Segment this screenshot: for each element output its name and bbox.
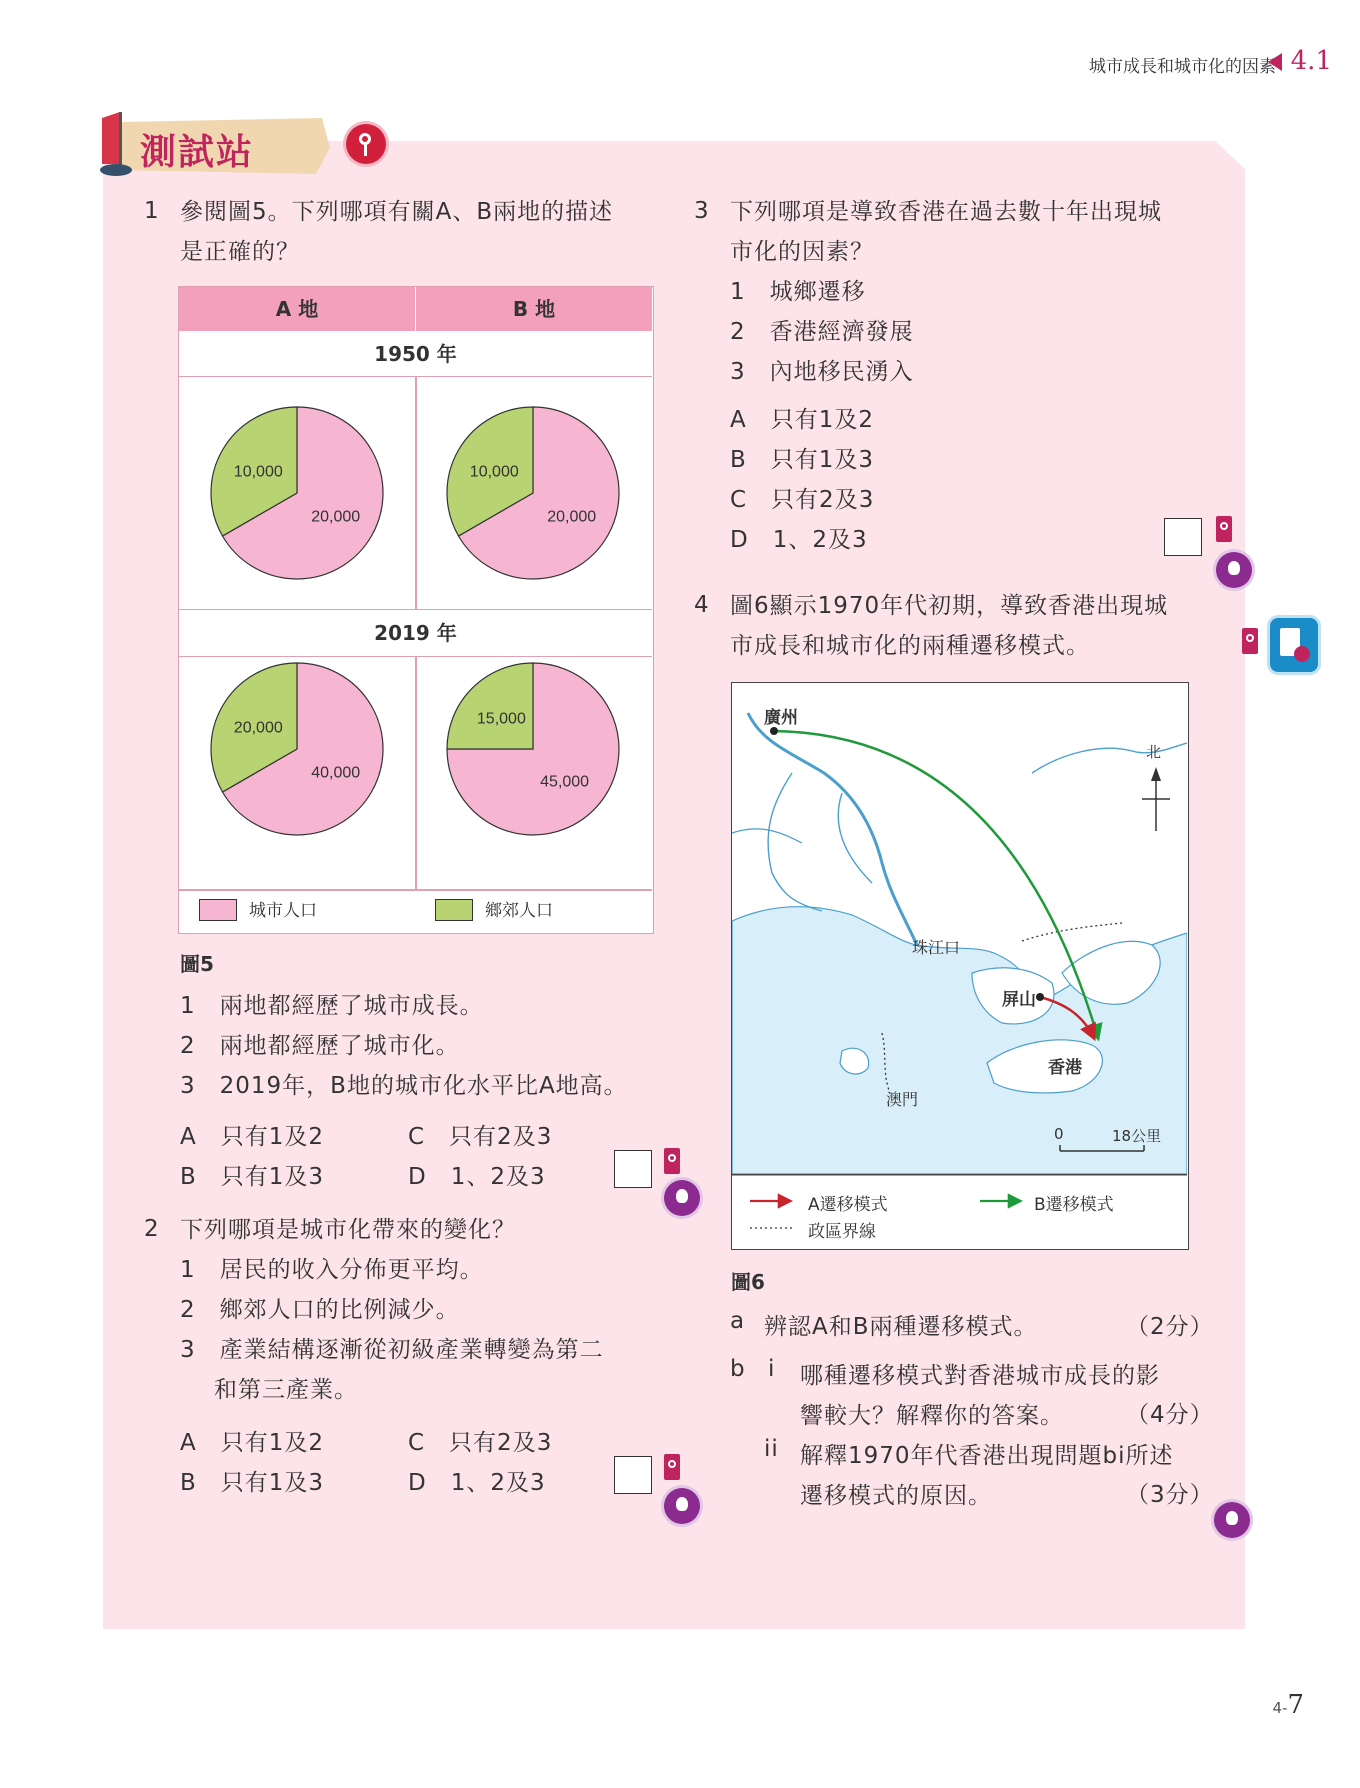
legend-urban-label: 城市人口 (249, 901, 317, 921)
q4-part-a-label: a (730, 1308, 746, 1334)
q3-statement-2: 2 香港經濟發展 (730, 319, 914, 345)
year-row-2019: 2019 年 (179, 609, 652, 657)
lightbulb-icon[interactable] (664, 1488, 700, 1524)
q2-statement-3-cont: 和第三產業。 (214, 1377, 358, 1403)
q4-part-bi-marks: （4分） (1126, 1402, 1214, 1428)
page-prefix: 4- (1272, 1699, 1288, 1717)
figure-5-label: 圖5 (180, 952, 214, 976)
q4-part-bii-marks: （3分） (1126, 1482, 1214, 1508)
question-1-line2: 是正確的？ (180, 239, 300, 265)
scale-18km: 18公里 (1112, 1127, 1162, 1145)
question-3-line2: 市化的因素？ (730, 239, 874, 265)
question-1-statements (180, 986, 628, 1106)
q1-option-b[interactable]: B 只有1及3 (180, 1164, 325, 1190)
q4-bii-line2: 遷移模式的原因。 (800, 1483, 992, 1509)
pie-label-rural: 10,000 (233, 463, 283, 481)
q1-answer-box[interactable] (614, 1150, 652, 1188)
pie-label-urban: 20,000 (311, 508, 361, 526)
question-4-text (730, 586, 1168, 666)
section-number: 4.1 (1290, 46, 1332, 76)
q4-part-a-marks: （2分） (1126, 1314, 1214, 1340)
q3-option-a[interactable]: A 只有1及2 (730, 407, 875, 433)
key-icon[interactable] (664, 1148, 680, 1174)
column-header-b: B 地 (416, 287, 652, 331)
q3-option-c[interactable]: C 只有2及3 (730, 487, 875, 513)
legend-pattern-b: B遷移模式 (1034, 1195, 1114, 1215)
q3-option-b[interactable]: B 只有1及3 (730, 447, 875, 473)
q2-option-d[interactable]: D 1、2及3 (408, 1470, 546, 1496)
label-macau: 澳門 (886, 1090, 919, 1109)
chapter-title: 城市成長和城市化的因素 (1089, 57, 1276, 77)
pie-charts (179, 377, 652, 889)
legend-border: 政區界線 (808, 1222, 876, 1242)
q1-option-d[interactable]: D 1、2及3 (408, 1164, 546, 1190)
map-drawing (732, 683, 1187, 1248)
question-1-number: 1 (144, 198, 159, 224)
figure-6-label: 圖6 (731, 1270, 765, 1294)
q2-option-b[interactable]: B 只有1及3 (180, 1470, 325, 1496)
q4-bii-line1: 解釋1970年代香港出現問題bi所述 (800, 1443, 1174, 1469)
label-hong-kong: 香港 (1048, 1058, 1082, 1078)
pie-label-urban: 20,000 (547, 508, 597, 526)
question-2-text: 下列哪項是城市化帶來的變化？ (180, 1217, 516, 1243)
pie-label-rural: 10,000 (469, 463, 519, 481)
question-3-options (730, 400, 874, 560)
document-key-icon[interactable] (1270, 618, 1318, 672)
q3-option-d[interactable]: D 1、2及3 (730, 527, 868, 553)
legend-rural-label: 鄉郊人口 (485, 901, 553, 921)
pie-slice-rural (447, 663, 533, 749)
label-guangzhou: 廣州 (764, 708, 798, 728)
q2-statement-1: 1 居民的收入分佈更平均。 (180, 1257, 484, 1283)
q1-statement-2: 2 兩地都經歷了城市化。 (180, 1033, 460, 1059)
q4-part-a-text: 辨認A和B兩種遷移模式。 (764, 1314, 1038, 1340)
key-icon[interactable] (1216, 516, 1232, 542)
key-badge-icon[interactable] (346, 124, 386, 164)
q2-answer-box[interactable] (614, 1456, 652, 1494)
column-header-a: A 地 (179, 287, 416, 331)
q4-bi-line1: 哪種遷移模式對香港城市成長的影 (800, 1363, 1160, 1389)
question-1-line1: 參閱圖5。下列哪項有關A、B兩地的描述 (180, 199, 614, 225)
question-3-text (730, 192, 1162, 272)
lightbulb-icon[interactable] (664, 1180, 700, 1216)
q2-statement-2: 2 鄉郊人口的比例減少。 (180, 1297, 460, 1323)
pie-label-urban: 40,000 (311, 764, 361, 782)
figure-5-table (178, 286, 654, 934)
q4-part-bi-text (800, 1356, 1160, 1436)
q4-part-bii-text (800, 1436, 1174, 1516)
triangle-left-icon (1268, 53, 1282, 71)
question-3-statements (730, 272, 914, 392)
scale-zero: 0 (1054, 1125, 1064, 1143)
question-4-line2: 市成長和城市化的兩種遷移模式。 (730, 633, 1090, 659)
lightbulb-icon[interactable] (1216, 552, 1252, 588)
q3-statement-1: 1 城鄉遷移 (730, 279, 866, 305)
legend-urban-swatch (199, 899, 237, 921)
pie-label-rural: 20,000 (233, 719, 283, 737)
question-3-number: 3 (694, 198, 709, 224)
q4-bi-line2: 響較大？解釋你的答案。 (800, 1403, 1064, 1429)
label-pearl-estuary: 珠江口 (912, 938, 961, 957)
q3-statement-3: 3 內地移民湧入 (730, 359, 914, 385)
q2-option-c[interactable]: C 只有2及3 (408, 1430, 553, 1456)
q1-statement-3: 3 2019年，B地的城市化水平比A地高。 (180, 1073, 628, 1099)
lightbulb-icon[interactable] (1214, 1502, 1250, 1538)
question-2-statements (180, 1250, 604, 1410)
page-number (1272, 1690, 1304, 1720)
q3-answer-box[interactable] (1164, 518, 1202, 556)
question-4-line1: 圖6顯示1970年代初期，導致香港出現城 (730, 593, 1169, 619)
q2-statement-3: 3 產業結構逐漸從初級產業轉變為第二 (180, 1337, 604, 1363)
label-ping-shan: 屏山 (1002, 985, 1036, 1010)
q1-statement-1: 1 兩地都經歷了城市成長。 (180, 993, 484, 1019)
legend-rural-swatch (435, 899, 473, 921)
year-row-1950: 1950 年 (179, 331, 652, 377)
pie-label-rural: 15,000 (476, 710, 526, 728)
question-2-number: 2 (144, 1216, 159, 1242)
exercise-title: 測試站 (140, 132, 255, 173)
legend-pattern-a: A遷移模式 (808, 1195, 888, 1215)
q4-part-b-label: b (730, 1356, 746, 1382)
q4-part-bi-label: i (768, 1356, 776, 1382)
question-1-text (180, 192, 613, 272)
label-north: 北 (1146, 743, 1162, 761)
q4-part-bii-label: ii (764, 1436, 779, 1462)
key-icon[interactable] (1242, 628, 1258, 654)
figure-6-map (731, 682, 1189, 1250)
key-icon[interactable] (664, 1454, 680, 1480)
pie-label-urban: 45,000 (540, 773, 590, 791)
question-4-number: 4 (694, 592, 709, 618)
q1-option-a[interactable]: A 只有1及2 (180, 1124, 325, 1150)
q2-option-a[interactable]: A 只有1及2 (180, 1430, 325, 1456)
question-3-line1: 下列哪項是導致香港在過去數十年出現城 (730, 199, 1162, 225)
page-number-value: 7 (1287, 1690, 1304, 1720)
q1-option-c[interactable]: C 只有2及3 (408, 1124, 553, 1150)
